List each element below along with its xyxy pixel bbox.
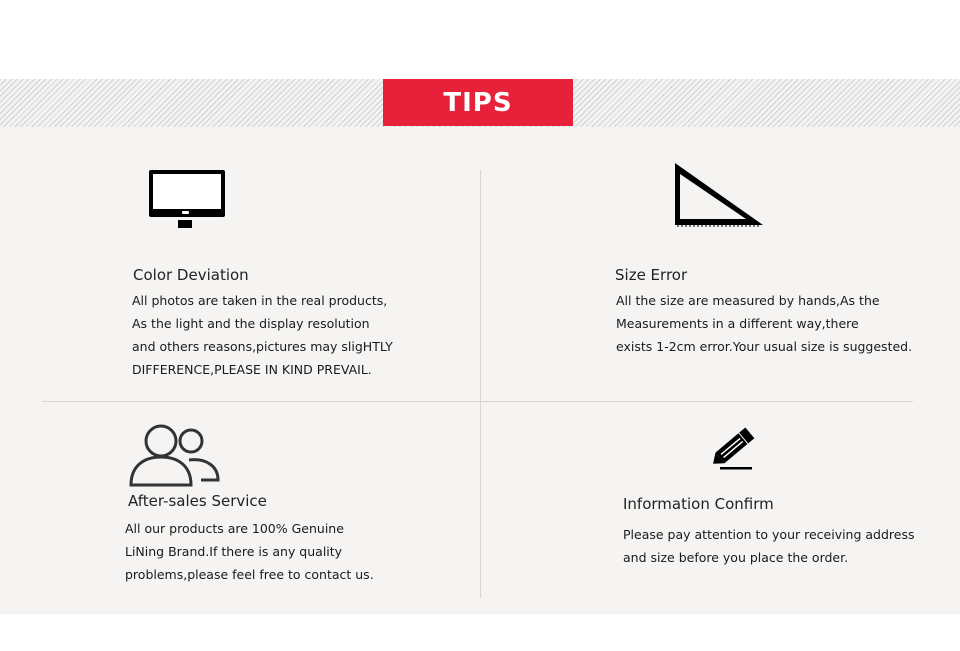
tip-title-information-confirm: Information Confirm <box>623 495 774 513</box>
desc-line: exists 1-2cm error.Your usual size is suggested. <box>616 339 913 354</box>
tip-title-color-deviation: Color Deviation <box>133 266 249 284</box>
desc-line: and others reasons,pictures may sligHTLY <box>132 339 393 354</box>
desc-line: problems,please feel free to contact us. <box>125 567 374 582</box>
tip-desc-information-confirm <box>623 523 915 569</box>
vertical-divider <box>480 170 481 598</box>
desc-line: and size before you place the order. <box>623 550 849 565</box>
tip-desc-color-deviation <box>132 289 393 381</box>
desc-line: All our products are 100% Genuine <box>125 521 344 536</box>
pencil-icon <box>706 423 760 471</box>
desc-line: All the size are measured by hands,As the <box>616 293 880 308</box>
ruler-triangle-icon <box>672 160 766 228</box>
desc-line: Please pay attention to your receiving address <box>623 527 915 542</box>
horizontal-divider <box>42 401 913 402</box>
users-icon <box>128 422 222 488</box>
desc-line: All photos are taken in the real products, <box>132 293 388 308</box>
tips-banner <box>383 79 573 126</box>
desc-line: As the light and the display resolution <box>132 316 370 331</box>
desc-line: Measurements in a different way,there <box>616 316 859 331</box>
desc-line: LiNing Brand.If there is any quality <box>125 544 343 559</box>
desc-line: DIFFERENCE,PLEASE IN KIND PREVAIL. <box>132 362 372 377</box>
tip-desc-size-error <box>616 289 912 358</box>
tips-title: TIPS <box>443 87 513 118</box>
tip-title-after-sales: After-sales Service <box>128 492 267 510</box>
tip-title-size-error: Size Error <box>615 266 688 284</box>
monitor-icon <box>147 168 227 230</box>
tip-desc-after-sales <box>125 517 374 586</box>
